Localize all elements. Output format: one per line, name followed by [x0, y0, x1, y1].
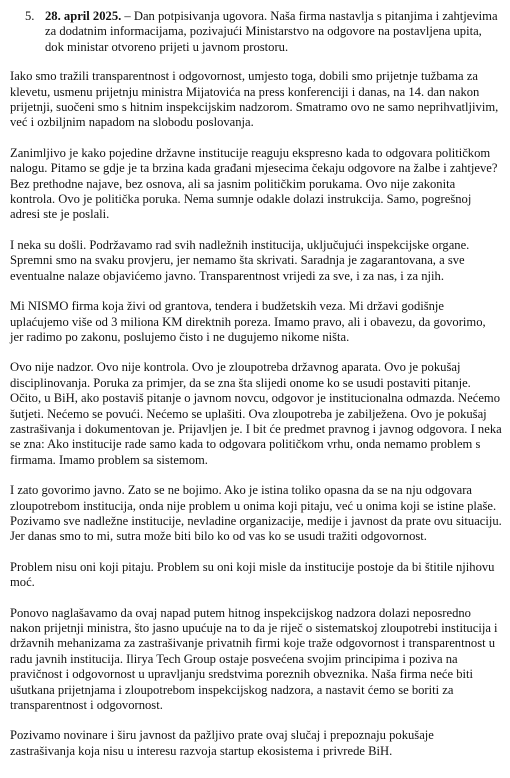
paragraph-5: Ovo nije nadzor. Ovo nije kontrola. Ovo je zloupotreba državnog aparata. Ovo je pokušaj disciplinovanja. Poruka za primjer, da se zna šta slijedi onome ko se usudi postaviti pitanje. Očito, u BiH, ako postaviš pitanje o javnom novcu, odgovor je institucionalna odmazda. Nećemo šutjeti. Nećemo se povući. Nećemo se uplašiti. Ova zloupotreba je zabilježena. Ovo je pokušaj zastrašivanja i dokumentovan je. Prijavljen je. I bit će predmet pravnog i javnog odgovora. I neka se zna: Ako institucije rade samo kada to odgovara političkom vrhu, onda nemamo problem s firmama. Imamo problem sa sistemom. — [10, 360, 502, 467]
paragraph-3: I neka su došli. Podržavamo rad svih nadležnih institucija, uključujući inspekcijske organe. Spremni smo na svaku provjeru, jer nemamo šta skrivati. Saradnja je zagarantovana, a sve eventualne nalaze objavićemo javno. Transparentnost vrijedi za sve, i za nas, i za njih. — [10, 237, 470, 283]
list-item-5 — [10, 9, 502, 55]
paragraph-6: I zato govorimo javno. Zato se ne bojimo. Ako je istina toliko opasna da se na nju odgovara zloupotrebom institucija, onda nije problem u onima koji pitaju, već u onima koji se istine plaše. — [10, 483, 497, 513]
paragraph-9: Ponovo naglašavamo da ovaj napad putem hitnog inspekcijskog nadzora dolazi neposredno nakon prijetnji ministra, što jasno upućuje na to da je riječ o sistematskoj zloupotrebi institucija i državnih mehanizama za zastrašivanje privatnih firmi koje traže odgovornost i transparentnost u radu javnih institucija. Ilirya Tech Group ostaje posvećena svojim principima i poziva na pravičnost i odgovornost u upravljanju sredstvima poreznih obveznika. Naša firma neće biti ušutkana prijetnjama i zloupotrebom inspekcijskog nadzora, a nastavit ćemo se boriti za transparentnost i odgovornost. — [10, 605, 498, 713]
paragraph-4: Mi NISMO firma koja živi od grantova, tendera i budžetskih veza. Mi državi godišnje uplaćujemo više od 3 miliona KM direktnih poreza. Imamo pravo, ali i obavezu, da govorimo, jer radimo po zakonu, poslujemo čisto i ne dugujemo nikome ništa. — [10, 299, 486, 344]
paragraph-10: Pozivamo novinare i širu javnost da pažljivo prate ovaj slučaj i prepoznaju pokušaje zastrašivanja koja nisu u interesu razvoja startup ekosistema i privrede BiH. — [10, 728, 434, 758]
paragraph-1: Iako smo tražili transparentnost i odgovornost, umjesto toga, dobili smo prijetnje tužbama za klevetu, usmenu prijetnju ministra Mijatovića na press konferenciji i danas, na 14. dan nakon prijetnji, suočeni smo s hitnim inspekcijskim nadzorom. Smatramo ovo ne samo neprihvatljivim, već i ozbiljnim napadom na slobodu poslovanja. — [10, 69, 499, 130]
list-item-date: 28. april 2025. — [45, 9, 122, 23]
list-item-text — [25, 9, 502, 55]
paragraph-2: Zanimljivo je kako pojedine državne institucije reaguju ekspresno kada to odgovara političkom nalogu. Pitamo se gdje je ta brzina kada građani mjesecima čekaju odgovore na žalbe i zahtjeve? Bez prethodne najave, bez osnova, ali sa jasnim političkim porukama. Ovo nije zakonita kontrola. Ovo je politička poruka. Nema sumnje odakle dolazi instrukcija. Samo, pogrešnoj adresi ste je poslali. — [10, 145, 498, 222]
list-number: 5. — [25, 9, 35, 23]
paragraph-7: Pozivamo sve nadležne institucije, nevladine organizacije, medije i javnost da prate ovu situaciju. Jer danas smo to mi, sutra može biti bilo ko od vas ko se usudi tražiti odgovornost. — [10, 513, 502, 544]
paragraph-8: Problem nisu oni koji pitaju. Problem su oni koji misle da institucije postoje da bi štitile njihovu moć. — [10, 559, 495, 590]
list-item-intro: – Dan potpisivanja ugovora. Naša firma nastavlja s pitanjima i zahtjevima za dodatnim informacijama, pozivajući Ministarstvo na odgovore na postavljena upita, dok ministar otvoreno prijeti u javnom prostoru. — [45, 9, 498, 54]
